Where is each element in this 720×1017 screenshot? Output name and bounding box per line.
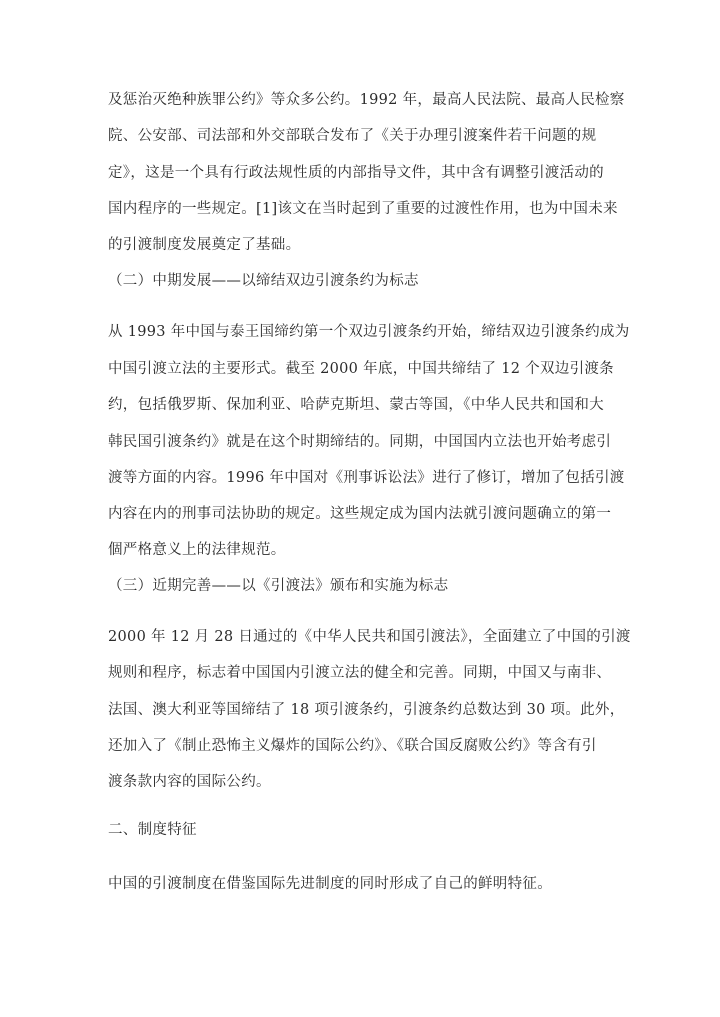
section-heading: （二）中期发展——以缔结双边引渡条约为标志 [108,273,419,289]
body-text-line: 中国引渡立法的主要形式。截至 2000 年底，中国共缔结了 12 个双边引渡条 [108,361,614,377]
body-text-line: 個严格意义上的法律规范。 [108,542,286,558]
body-text-line: 从 1993 年中国与泰王国缔约第一个双边引渡条约开始，缔结双边引渡条约成为 [108,324,630,340]
body-text-line: 的引渡制度发展奠定了基础。 [108,237,301,253]
body-text-line: 及惩治灭绝种族罪公约》等众多公约。1992 年，最高人民法院、最高人民检察 [108,92,625,108]
body-text-line: 渡等方面的内容。1996 年中国对《刑事诉讼法》进行了修订，增加了包括引渡 [108,470,625,486]
body-text-line: 院、公安部、司法部和外交部联合发布了《关于办理引渡案件若干问题的规 [108,128,597,144]
body-text-line: 定》，这是一个具有行政法规性质的内部指导文件，其中含有调整引渡活动的 [108,165,604,181]
body-text-line: 中国的引渡制度在借鉴国际先进制度的同时形成了自己的鲜明特征。 [108,876,552,892]
body-text-line: 韩民国引渡条约》就是在这个时期缔结的。同期，中国国内立法也开始考虑引 [108,434,612,450]
body-text-line: 约，包括俄罗斯、保加利亚、哈萨克斯坦、蒙古等国，《中华人民共和国和大 [108,397,604,413]
body-text-line: 规则和程序，标志着中国国内引渡立法的健全和完善。同期，中国又与南非、 [108,665,612,681]
body-text-line: 还加入了《制止恐怖主义爆炸的国际公约》、《联合国反腐败公约》等含有引 [108,738,597,754]
section-heading: 二、制度特征 [108,822,197,838]
section-heading: （三）近期完善——以《引渡法》颁布和实施为标志 [108,578,449,594]
body-text-line: 内容在内的刑事司法协助的规定。这些规定成为国内法就引渡问题确立的第一 [108,506,612,522]
body-text-line: 渡条款内容的国际公约。 [108,774,271,790]
body-text-line: 国内程序的一些规定。[1]该文在当时起到了重要的过渡性作用，也为中国未来 [108,201,618,217]
body-text-line: 法国、澳大利亚等国缔结了 18 项引渡条约，引渡条约总数达到 30 项。此外， [108,702,625,718]
body-text-line: 2000 年 12 月 28 日通过的《中华人民共和国引渡法》，全面建立了中国的引渡 [108,629,631,645]
